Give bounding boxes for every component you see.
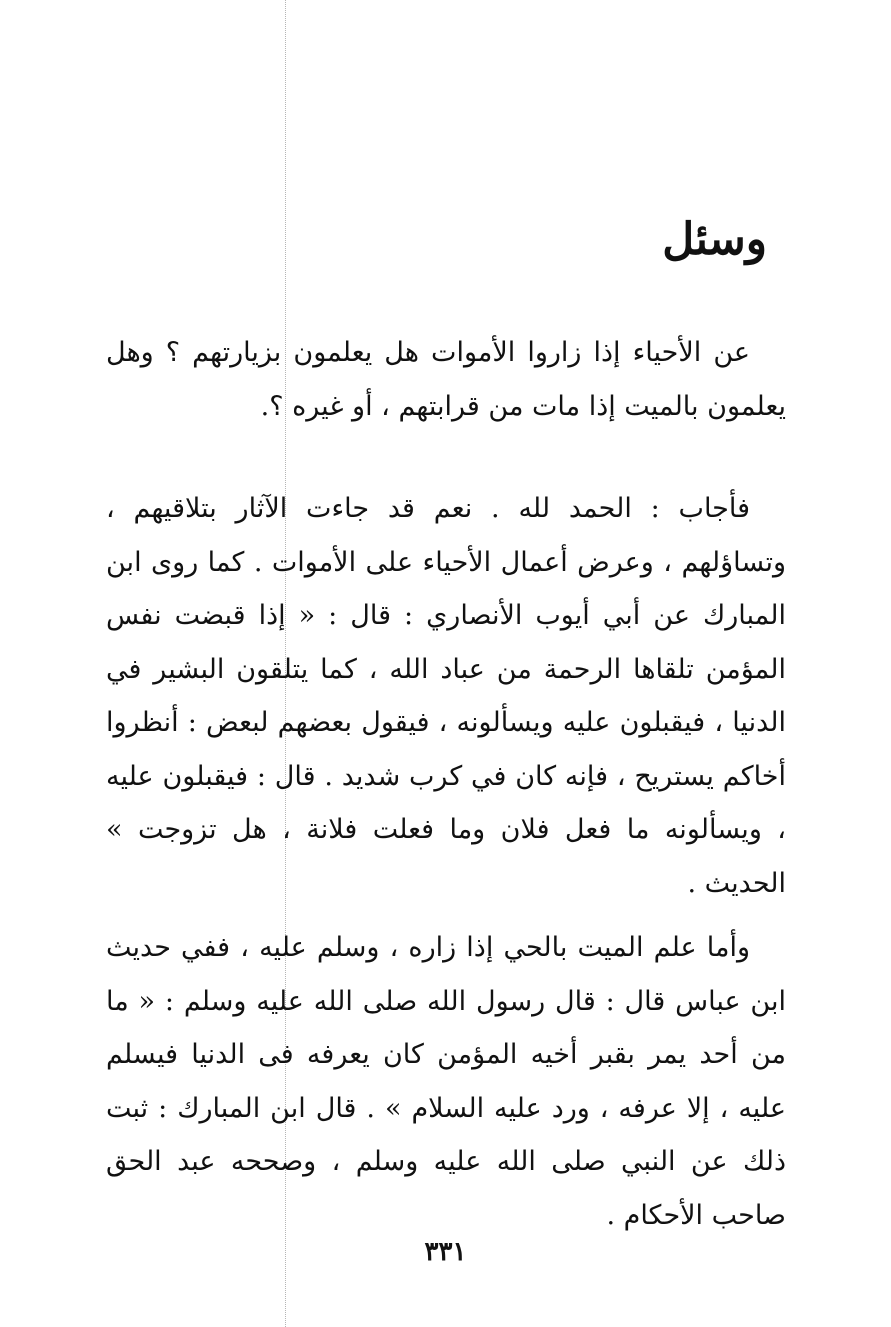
question-text: عن الأحياء إذا زاروا الأموات هل يعلمون بزيارتهم ؟ وهل يعلمون بالميت إذا مات من قرابتهم ، أو غيره ؟. [106,337,786,422]
page-number: ٣٣١ [424,1237,467,1267]
section-heading: وسئل [662,214,767,265]
answer-paragraph-2 [106,921,786,1242]
answer-text-2: وأما علم الميت بالحي إذا زاره ، وسلم عليه ، ففي حديث ابن عباس قال : قال رسول الله صلى الله عليه وسلم : « ما من أحد يمر بقبر أخيه المؤمن كان يعرفه فى الدنيا فيسلم عليه ، إلا عرفه ، ورد عليه السلام » . قال ابن المبارك : ثبت ذلك عن النبي صلى الله عليه وسلم ، وصححه عبد الحق صاحب الأحكام . [106,932,786,1231]
answer-text-1: فأجاب : الحمد لله . نعم قد جاءت الآثار بتلاقيهم ، وتساؤلهم ، وعرض أعمال الأحياء على الأموات . كما روى ابن المبارك عن أبي أيوب الأنصاري : قال : « إذا قبضت نفس المؤمن تلقاها الرحمة من عباد الله ، كما يتلقون البشير في الدنيا ، فيقبلون عليه ويسألونه ، فيقول بعضهم لبعض : أنظروا أخاكم يستريح ، فإنه كان في كرب شديد . قال : فيقبلون عليه ، ويسألونه ما فعل فلان وما فعلت فلانة ، هل تزوجت » الحديث . [106,493,786,899]
question-paragraph [106,326,786,433]
answer-paragraph-1 [106,482,786,910]
